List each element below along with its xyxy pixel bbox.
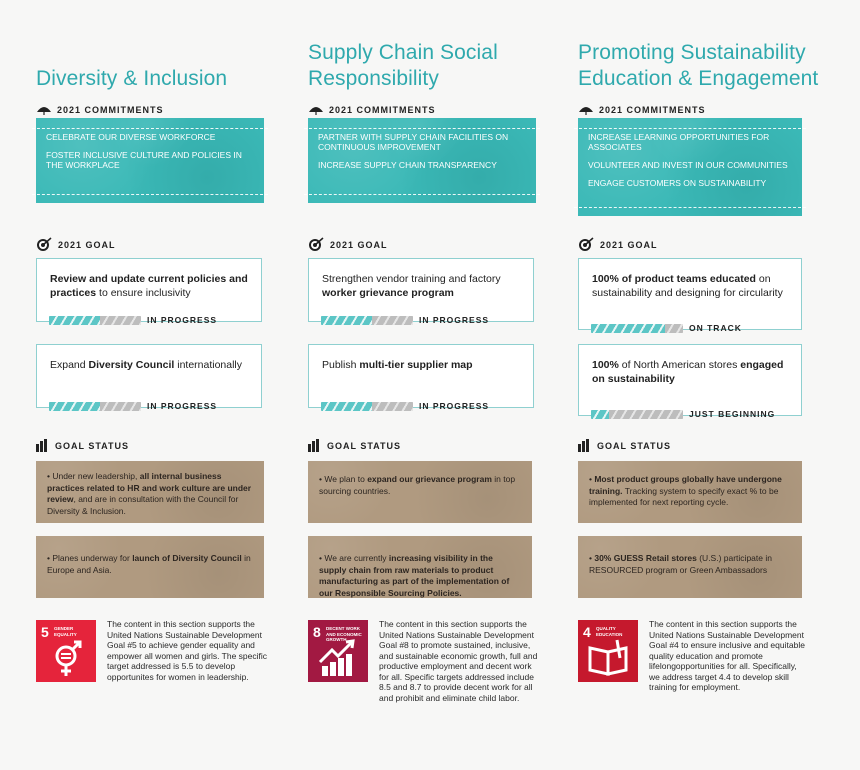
emphasis-text: 30% GUESS Retail stores bbox=[594, 553, 697, 563]
progress-indicator bbox=[591, 409, 775, 419]
goal-text bbox=[322, 273, 523, 300]
goal-label-text: 2021 GOAL bbox=[600, 239, 658, 250]
status-note bbox=[308, 536, 532, 598]
umbrella-icon bbox=[578, 104, 594, 116]
progress-bar bbox=[321, 316, 413, 325]
goal-status-label-text: GOAL STATUS bbox=[327, 440, 401, 451]
emphasis-text: increasing visibility in the supply chain from raw materials to product manufacturing as part of the implementation of our Responsible Sourcing Policies. bbox=[319, 553, 510, 598]
body-text: (U.S.) participate in RESOURCED program or Green Ambassadors bbox=[589, 553, 772, 575]
goal-card bbox=[36, 344, 262, 411]
emphasis-text: expand our grievance program bbox=[367, 474, 492, 484]
status-badge: ON TRACK bbox=[689, 323, 742, 333]
goal-label-text: 2021 GOAL bbox=[58, 239, 116, 250]
status-badge: IN PROGRESS bbox=[419, 315, 490, 325]
progress-bar bbox=[321, 402, 413, 411]
emphasis-text: 100% bbox=[592, 359, 619, 371]
goal-label bbox=[36, 237, 116, 252]
bar-chart-icon bbox=[308, 439, 322, 452]
commitments-list bbox=[318, 132, 528, 178]
status-note-text bbox=[589, 553, 792, 576]
sdg-number: 8 bbox=[313, 624, 321, 640]
goal-text bbox=[50, 359, 251, 373]
bar-chart-icon bbox=[36, 439, 50, 452]
commitments-label-text: 2021 COMMITMENTS bbox=[599, 105, 706, 115]
section-title: Promoting Sustainability Education & Engagement bbox=[578, 41, 819, 90]
progress-indicator bbox=[321, 315, 489, 325]
divider bbox=[32, 194, 268, 195]
body-text: in top sourcing countries. bbox=[319, 474, 516, 496]
goal-card bbox=[308, 344, 534, 411]
progress-remaining bbox=[372, 402, 413, 411]
sdg-label: GENDER EQUALITY bbox=[54, 626, 77, 637]
progress-fill bbox=[321, 402, 372, 411]
umbrella-icon bbox=[36, 104, 52, 116]
commitments-label bbox=[578, 104, 706, 116]
body-text: • Planes underway for bbox=[47, 553, 133, 563]
progress-bar bbox=[591, 324, 683, 333]
commitments-label bbox=[308, 104, 436, 116]
status-note bbox=[578, 536, 802, 598]
target-icon bbox=[308, 237, 325, 252]
sdg-description: The content in this section supports the United Nations Sustainable Development Goal #5 to achieve gender equality and empower all women and girls. The specific target addressed is 5.5 to develop opportunites for women in leadership. bbox=[107, 619, 267, 682]
body-text: • We plan to bbox=[319, 474, 368, 484]
progress-remaining bbox=[609, 410, 683, 419]
divider bbox=[574, 207, 806, 208]
progress-remaining bbox=[665, 324, 683, 333]
goal-status-label bbox=[308, 439, 401, 452]
body-text: • bbox=[589, 474, 595, 484]
emphasis-text: Diversity Council bbox=[88, 359, 175, 371]
sdg-goal-tile bbox=[36, 620, 96, 682]
sdg-description: The content in this section supports the United Nations Sustainable Development Goal #8 to promote sustained, inclusive, and sustainable economic growth, full and productive employment and decent work for all. Specific targets addressed include 8.5 and 8.7 to provide decent work for all and prohibit and eliminate child labor. bbox=[379, 619, 538, 703]
status-badge: IN PROGRESS bbox=[147, 401, 218, 411]
commitments-list bbox=[588, 132, 794, 196]
goal-text bbox=[50, 273, 251, 300]
commitment-item: FOSTER INCLUSIVE CULTURE AND POLICIES IN THE WORKPLACE bbox=[46, 150, 242, 170]
commitments-box bbox=[578, 118, 802, 216]
commitment-item: PARTNER WITH SUPPLY CHAIN FACILITIES ON CONTINUOUS IMPROVEMENT bbox=[318, 132, 509, 152]
body-text: • bbox=[589, 553, 595, 563]
status-badge: JUST BEGINNING bbox=[689, 409, 776, 419]
status-note-text bbox=[589, 474, 792, 509]
sdg-goal-tile bbox=[308, 620, 368, 682]
body-text: Tracking system to specify exact % to be implemented for next reporting cycle. bbox=[589, 485, 779, 507]
goal-status-label bbox=[578, 439, 671, 452]
divider bbox=[304, 194, 540, 195]
emphasis-text: engaged on sustainability bbox=[592, 359, 784, 385]
emphasis-text: worker grievance program bbox=[322, 286, 454, 299]
emphasis-text: launch of Diversity Council bbox=[132, 553, 242, 563]
body-text: internationally bbox=[174, 359, 243, 371]
goal-text bbox=[592, 273, 791, 300]
commitments-box bbox=[308, 118, 536, 203]
progress-remaining bbox=[372, 316, 413, 325]
progress-indicator bbox=[321, 401, 489, 411]
divider bbox=[574, 128, 806, 129]
progress-fill bbox=[321, 316, 372, 325]
sdg-description: The content in this section supports the United Nations Sustainable Development Goal #4 to ensure inclusive and equitable quality education and promote lifelongopportunities for all. Specifically, we address target 4.4 to develop skill training for employment. bbox=[649, 619, 805, 692]
emphasis-text: all internal business practices related to HR and work culture are under review bbox=[47, 471, 252, 504]
goal-card bbox=[578, 344, 802, 419]
bar-chart-icon bbox=[578, 439, 592, 452]
status-note bbox=[308, 461, 532, 523]
commitment-item: ENGAGE CUSTOMERS ON SUSTAINABILITY bbox=[588, 178, 767, 188]
progress-remaining bbox=[100, 402, 141, 411]
goal-text bbox=[322, 359, 523, 373]
status-badge: IN PROGRESS bbox=[419, 401, 490, 411]
status-note-text bbox=[47, 471, 254, 517]
body-text: , and are in consultation with the Council for Diversity & Inclusion. bbox=[47, 494, 239, 516]
emphasis-text: 100% of product teams educated bbox=[592, 273, 756, 285]
status-badge: IN PROGRESS bbox=[147, 315, 218, 325]
section-title: Diversity & Inclusion bbox=[36, 67, 228, 90]
goal-card bbox=[36, 258, 262, 325]
commitments-label-text: 2021 COMMITMENTS bbox=[329, 105, 436, 115]
emphasis-text: Review and update current policies and practices bbox=[50, 273, 248, 299]
goal-card bbox=[308, 258, 534, 325]
divider bbox=[32, 128, 268, 129]
commitments-list bbox=[46, 132, 256, 178]
body-text: • We are currently bbox=[319, 553, 389, 563]
progress-indicator bbox=[591, 323, 742, 333]
goal-text bbox=[592, 359, 791, 386]
goal-status-label-text: GOAL STATUS bbox=[597, 440, 671, 451]
status-note-text bbox=[47, 553, 254, 576]
goal-label bbox=[308, 237, 388, 252]
status-note-text bbox=[319, 474, 522, 497]
commitments-label bbox=[36, 104, 164, 116]
progress-indicator bbox=[49, 401, 217, 411]
commitment-item: INCREASE SUPPLY CHAIN TRANSPARENCY bbox=[318, 160, 497, 170]
commitments-label-text: 2021 COMMITMENTS bbox=[57, 105, 164, 115]
status-note bbox=[36, 536, 264, 598]
body-text: Publish bbox=[322, 359, 360, 371]
status-note bbox=[578, 461, 802, 523]
commitments-box bbox=[36, 118, 264, 203]
sdg-label: DECENT WORK AND ECONOMIC GROWTH bbox=[326, 626, 362, 642]
progress-fill bbox=[49, 402, 100, 411]
progress-fill bbox=[591, 324, 665, 333]
body-text: in Europe and Asia. bbox=[47, 553, 251, 575]
target-icon bbox=[578, 237, 595, 252]
goal-label-text: 2021 GOAL bbox=[330, 239, 388, 250]
body-text: Strengthen vendor training and factory bbox=[322, 273, 501, 285]
goal-card bbox=[578, 258, 802, 333]
progress-bar bbox=[49, 402, 141, 411]
progress-remaining bbox=[100, 316, 141, 325]
goal-status-label-text: GOAL STATUS bbox=[55, 440, 129, 451]
divider bbox=[304, 128, 540, 129]
progress-bar bbox=[591, 410, 683, 419]
emphasis-text: multi-tier supplier map bbox=[359, 359, 473, 371]
emphasis-text: Most product groups globally have undergone training. bbox=[589, 474, 782, 496]
status-note-text bbox=[319, 553, 522, 599]
sdg-number: 4 bbox=[583, 624, 591, 640]
progress-indicator bbox=[49, 315, 217, 325]
sdg-goal-tile bbox=[578, 620, 638, 682]
progress-fill bbox=[591, 410, 609, 419]
progress-fill bbox=[49, 316, 100, 325]
body-text: • Under new leadership, bbox=[47, 471, 140, 481]
body-text: to ensure inclusivity bbox=[96, 286, 191, 299]
sdg-number: 5 bbox=[41, 624, 49, 640]
body-text: Expand bbox=[50, 359, 89, 371]
section-title: Supply Chain Social Responsibility bbox=[308, 41, 498, 90]
target-icon bbox=[36, 237, 53, 252]
commitment-item: VOLUNTEER AND INVEST IN OUR COMMUNITIES bbox=[588, 160, 788, 170]
commitment-item: INCREASE LEARNING OPPORTUNITIES FOR ASSOCIATES bbox=[588, 132, 770, 152]
body-text: on sustainability and designing for circularity bbox=[592, 273, 783, 299]
status-note bbox=[36, 461, 264, 523]
umbrella-icon bbox=[308, 104, 324, 116]
progress-bar bbox=[49, 316, 141, 325]
body-text: of North American stores bbox=[618, 359, 741, 371]
sdg-label: QUALITY EDUCATION bbox=[596, 626, 623, 637]
commitment-item: CELEBRATE OUR DIVERSE WORKFORCE bbox=[46, 132, 216, 142]
goal-status-label bbox=[36, 439, 129, 452]
goal-label bbox=[578, 237, 658, 252]
